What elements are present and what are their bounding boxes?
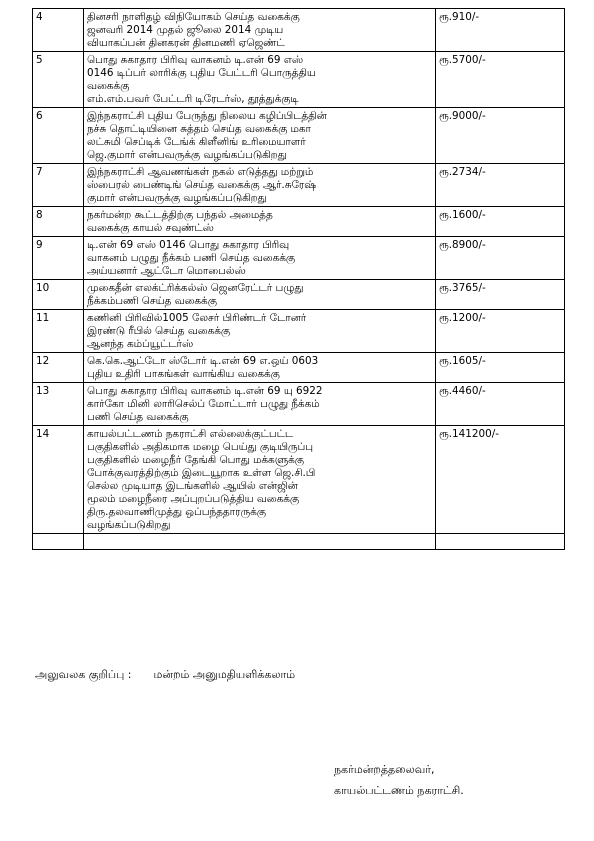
row-description (84, 164, 436, 207)
row-amount: ரூ.8900/- (436, 237, 565, 280)
row-description (84, 534, 436, 550)
description-line: இரண்டு ரீபில் செய்த வகைக்கு (87, 325, 231, 337)
row-description (84, 426, 436, 534)
table-row (33, 207, 565, 237)
row-number: 4 (33, 9, 84, 52)
description-line: தினசரி நாளிதழ் விநியோகம் செய்த வகைக்கு (87, 11, 300, 23)
description-line: புதிய உதிரி பாகங்கள் வாங்கிய வகைக்கு (87, 368, 280, 380)
row-description (84, 237, 436, 280)
description-line: வழங்கப்படுகிறது (87, 519, 171, 531)
row-number: 8 (33, 207, 84, 237)
row-description (84, 353, 436, 383)
row-amount: ரூ.1200/- (436, 310, 565, 353)
row-amount (436, 534, 565, 550)
description-line: ஸ்பைரல் பைண்டிங் செய்த வகைக்கு ஆர்.சுரேஷ் (87, 179, 316, 191)
description-line: மூலம் மழைநீரை அப்புறப்படுத்திய வகைக்கு (87, 493, 300, 505)
description-line: பகுதிகளில் மழைநீர் தேங்கி பொது மக்களுக்கு (87, 454, 304, 466)
table-row (33, 237, 565, 280)
expenses-table-body (33, 9, 565, 550)
row-amount: ரூ.910/- (436, 9, 565, 52)
description-line: நச்சு தொட்டியினை சுத்தம் செய்த வகைக்கு மகா (87, 123, 311, 135)
description-line: செல்ல முடியாத இடங்களில் ஆயில் என்ஜின் (87, 480, 298, 492)
row-description (84, 52, 436, 108)
row-description (84, 207, 436, 237)
row-amount: ரூ.2734/- (436, 164, 565, 207)
description-line: நீக்கம்பணி செய்த வகைக்கு (87, 295, 217, 307)
row-number: 14 (33, 426, 84, 534)
row-description (84, 9, 436, 52)
description-line: லட்சுமி செப்டிக் டேங்க் கிளீனிங் உரிமையாளர் (87, 136, 306, 148)
description-line: 0146 டிப்பர் லாரிக்கு புதிய பேட்டரி பொருத்திய (87, 67, 316, 79)
description-line: பொது சுகாதார பிரிவு வாகனம் டி.என் 69 யு 6922 (87, 385, 323, 397)
description-line: முகைதீன் எலக்ட்ரிக்கல்ஸ் ஜெனரேட்டர் பழுது (87, 282, 304, 294)
row-number: 13 (33, 383, 84, 426)
description-line: டி.என் 69 எஸ் 0146 பொது சுகாதார பிரிவு (87, 239, 290, 251)
office-note-label: அலுவலக குறிப்பு : (35, 668, 132, 681)
row-description (84, 280, 436, 310)
description-line: அய்யனார் ஆட்டோ மொபைல்ஸ் (87, 265, 246, 277)
description-line: கணினி பிரிவில்1005 லேசர் பிரிண்டர் டோனர் (87, 312, 307, 324)
expenses-table (32, 8, 565, 550)
description-line: நகர்மன்ற கூட்டத்திற்கு பந்தல் அமைத்த (87, 209, 273, 221)
office-note-text: மன்றம் அனுமதியளிக்கலாம் (153, 668, 296, 681)
description-line: வாகனம் பழுது நீக்கம் பணி செய்த வகைக்கு (87, 252, 296, 264)
description-line: வகைக்கு காயல் சவுண்ட்ஸ் (87, 222, 214, 234)
table-row (33, 9, 565, 52)
description-line: ஜெ.குமார் என்பவருக்கு வழங்கப்படுகிறது (87, 149, 287, 161)
table-row (33, 310, 565, 353)
description-line: ஜனவரி 2014 முதல் ஜூலை 2014 முடிய (87, 24, 284, 36)
description-line: வியாகப்பன் தினகரன் தினமணி ஏஜெண்ட் (87, 37, 285, 49)
signature-title: நகர்மன்றத்தலைவர், (334, 763, 435, 776)
row-amount: ரூ.5700/- (436, 52, 565, 108)
row-amount: ரூ.1600/- (436, 207, 565, 237)
description-line: வகைக்கு (87, 80, 130, 92)
table-row (33, 108, 565, 164)
description-line: இந்நகராட்சி புதிய பேருந்து நிலைய கழிப்பிடத்தின் (87, 110, 327, 122)
description-line: ஆனந்த கம்ப்யூட்டர்ஸ் (87, 338, 194, 350)
office-note (35, 668, 295, 683)
row-amount: ரூ.1605/- (436, 353, 565, 383)
row-amount: ரூ.141200/- (436, 426, 565, 534)
row-amount: ரூ.9000/- (436, 108, 565, 164)
row-description (84, 383, 436, 426)
row-description (84, 108, 436, 164)
signature-office: காயல்பட்டணம் நகராட்சி. (334, 784, 464, 797)
description-line: திரு.தலவாணிமுத்து ஒப்பந்ததாரருக்கு (87, 506, 266, 518)
description-line: இந்நகராட்சி ஆவணங்கள் நகல் எடுத்தது மற்றும் (87, 166, 314, 178)
row-number (33, 534, 84, 550)
table-row (33, 353, 565, 383)
row-number: 11 (33, 310, 84, 353)
table-row (33, 52, 565, 108)
row-amount: ரூ.4460/- (436, 383, 565, 426)
table-row (33, 534, 565, 550)
row-description (84, 310, 436, 353)
description-line: பொது சுகாதார பிரிவு வாகனம் டி.என் 69 எஸ் (87, 54, 304, 66)
table-row (33, 383, 565, 426)
row-number: 6 (33, 108, 84, 164)
table-row (33, 280, 565, 310)
row-number: 10 (33, 280, 84, 310)
row-amount: ரூ.3765/- (436, 280, 565, 310)
table-row (33, 164, 565, 207)
description-line: காயல்பட்டணம் நகராட்சி எல்லைக்குட்பட்ட (87, 428, 294, 440)
row-number: 5 (33, 52, 84, 108)
row-number: 7 (33, 164, 84, 207)
row-number: 9 (33, 237, 84, 280)
description-line: போக்குவரத்திற்கும் இடையூறாக உள்ள ஜெ.சி.பி (87, 467, 316, 479)
description-line: கார்கோ மினி லாரிசெல்ப் மோட்டார் பழுது நீக்கம் (87, 398, 320, 410)
table-row (33, 426, 565, 534)
description-line: பகுதிகளில் அதிகமாக மழை பெய்து குடியிருப்பு (87, 441, 314, 453)
description-line: பணி செய்த வகைக்கு (87, 411, 189, 423)
row-number: 12 (33, 353, 84, 383)
description-line: கெ.கெ.ஆட்டோ ஸ்டோர் டி.என் 69 எ.ஒய் 0603 (87, 355, 319, 367)
description-line: குமார் என்பவருக்கு வழங்கப்படுகிறது (87, 192, 267, 204)
description-line: எம்.எம்.பவர் பேட்டரி டிரேடர்ஸ், தூத்துக்குடி (87, 93, 299, 105)
